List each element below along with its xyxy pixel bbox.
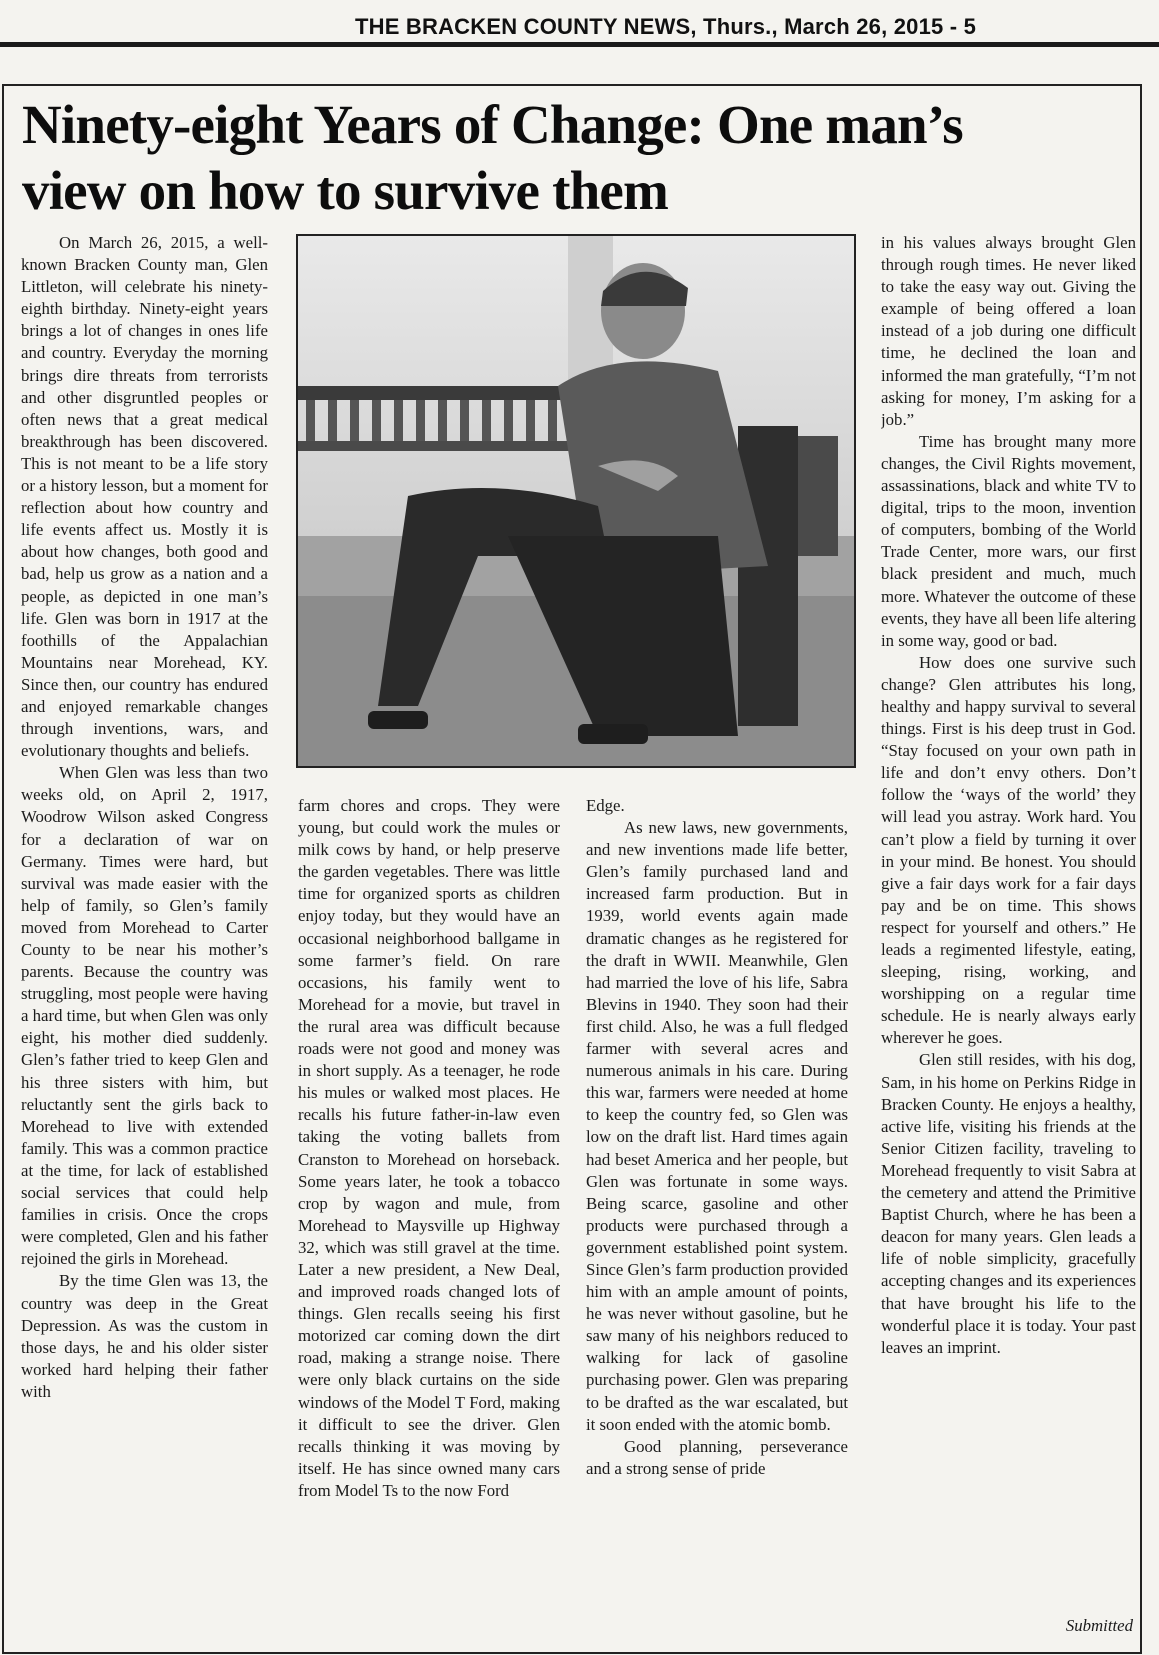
paragraph: As new laws, new governments, and new inventions made life better, Glen’s family purchased land and increased farm production. But in 1939, world events again made dramatic changes as he registered for the draft in WWII. Meanwhile, Glen had married the love of his life, Sabra Blevins in 1940. They soon had their first child. Also, he was a full fledged farmer with several acres and numerous animals in his care. During this war, farmers were needed at home to keep the country fed, so Glen was low on the draft list. Hard times again had beset America and her people, but Glen was fortunate in some ways. Being scarce, gasoline and other products were purchased through a government established point system. Since Glen’s farm production provided him with an ample amount of points, he was never without gasoline, but he saw many of his neighbors reduced to walking for lack of gasoline purchasing power. Glen was preparing to be drafted as the war escalated, but it soon ended with the atomic bomb. xyxy=(586,818,848,1434)
paragraph: in his values always brought Glen through rough times. He never liked to take the easy way out. Giving the example of being offered a loan instead of a job during one difficult time, he declined the loan and informed the man gratefully, “I’m not asking for money, I’m asking for a job.” xyxy=(881,233,1136,429)
article-signoff: Submitted xyxy=(1065,1616,1133,1635)
article-column-3 xyxy=(586,795,848,1637)
paragraph: On March 26, 2015, a well-known Bracken County man, Glen Littleton, will celebrate his ninety-eighth birthday. Ninety-eight years brings a lot of changes in ones life and country. Everyday the morning brings dire threats from terrorists and other disgruntled peoples or often news that a great medical breakthrough has been discovered. This is not meant to be a life story or a history lesson, but a moment for reflection about how country and life events affect us. Mostly it is about how changes, both good and bad, help us grow as a nation and a people, as depicted in one man’s life. Glen was born in 1917 at the foothills of the Appalachian Mountains near Morehead, KY. Since then, our country has endured and enjoyed remarkable changes through inventions, wars, and evolutionary thoughts and beliefs. xyxy=(21,233,268,761)
masthead: THE BRACKEN COUNTY NEWS, Thurs., March 26, 2015 - 5 xyxy=(355,14,977,39)
article-photo xyxy=(296,234,856,768)
paragraph: Edge. xyxy=(586,796,625,815)
paragraph: Time has brought many more changes, the Civil Rights movement, assassinations, black and white TV to digital, trips to the moon, invention of computers, bombing of the World Trade Center, more wars, our first black president and much, much more. Whatever the outcome of these events, they have all been life altering in some way, good or bad. xyxy=(881,431,1136,650)
article-column-2 xyxy=(298,795,560,1637)
article-column-1 xyxy=(21,232,268,1637)
paragraph: Good planning, perseverance and a strong sense of pride xyxy=(586,1436,848,1478)
article-headline: Ninety-eight Years of Change: One man’s view on how to survive them xyxy=(22,94,963,221)
paragraph: Glen still resides, with his dog, Sam, in his home on Perkins Ridge in Bracken County. He enjoys a healthy, active life, visiting his friends at the Senior Citizen facility, traveling to Morehead frequently to visit Sabra at the cemetery and attend the Primitive Baptist Church, where he has been a deacon for many years. Glen leads a life of noble simplicity, gracefully accepting changes and its experiences that have brought his life to the wonderful place it is today. Your past leaves an imprint. xyxy=(881,1050,1136,1357)
paragraph: By the time Glen was 13, the country was deep in the Great Depression. As was the custom in those days, he and his older sister worked hard helping their father with xyxy=(21,1271,268,1401)
photo-elderly-man-on-porch xyxy=(298,236,854,766)
article-column-4 xyxy=(881,232,1136,1637)
paragraph: How does one survive such change? Glen attributes his long, healthy and happy survival to several things. First is his deep trust in God. “Stay focused on your own path in life and don’t envy others. Don’t follow the ‘ways of the world’ they will lead you astray. Work hard. You can’t plow a field by turning it over in your mind. Be honest. You should give a fair days work for a fair days pay and be on time. This shows respect for yourself and others.” He leads a regimented lifestyle, eating, sleeping, rising, working, and worshipping on a regular time schedule. He is nearly always early wherever he goes. xyxy=(881,652,1136,1048)
paragraph: farm chores and crops. They were young, but could work the mules or milk cows by hand, or help preserve the garden vegetables. There was little time for organized sports as children enjoy today, but they would have an occasional neighborhood ballgame in some farmer’s field. On rare occasions, his family went to Morehead for a movie, but travel in the rural area was difficult because roads were not good and money was in short supply. As a teenager, he rode his mules or walked most places. He recalls his future father-in-law even taking the voting ballets from Cranston to Morehead on horseback. Some years later, he took a tobacco crop by wagon and mule, from Morehead to Maysville up Highway 32, which was still gravel at the time. Later a new president, a New Deal, and improved roads changed lots of things. Glen recalls seeing his first motorized car coming down the dirt road, making a strange noise. There were only black curtains on the side windows of the Model T Ford, making it difficult to see the driver. Glen recalls thinking it was moving by itself. He has since owned many cars from Model Ts to the now Ford xyxy=(298,796,560,1500)
paragraph: When Glen was less than two weeks old, on April 2, 1917, Woodrow Wilson asked Congress for a declaration of war on Germany. Times were hard, but survival was made easier with the help of family, so Glen’s family moved from Morehead to Carter County to be near his mother’s parents. Because the country was struggling, most people were having a hard time, but when Glen was only eight, his mother died suddenly. Glen’s father tried to keep Glen and his three sisters with him, but reluctantly sent the girls back to Morehead to live with extended family. This was a common practice at the time, for lack of established social services that could help families in crisis. Once the crops were completed, Glen and his father rejoined the girls in Morehead. xyxy=(21,763,268,1269)
masthead-rule xyxy=(0,42,1159,47)
